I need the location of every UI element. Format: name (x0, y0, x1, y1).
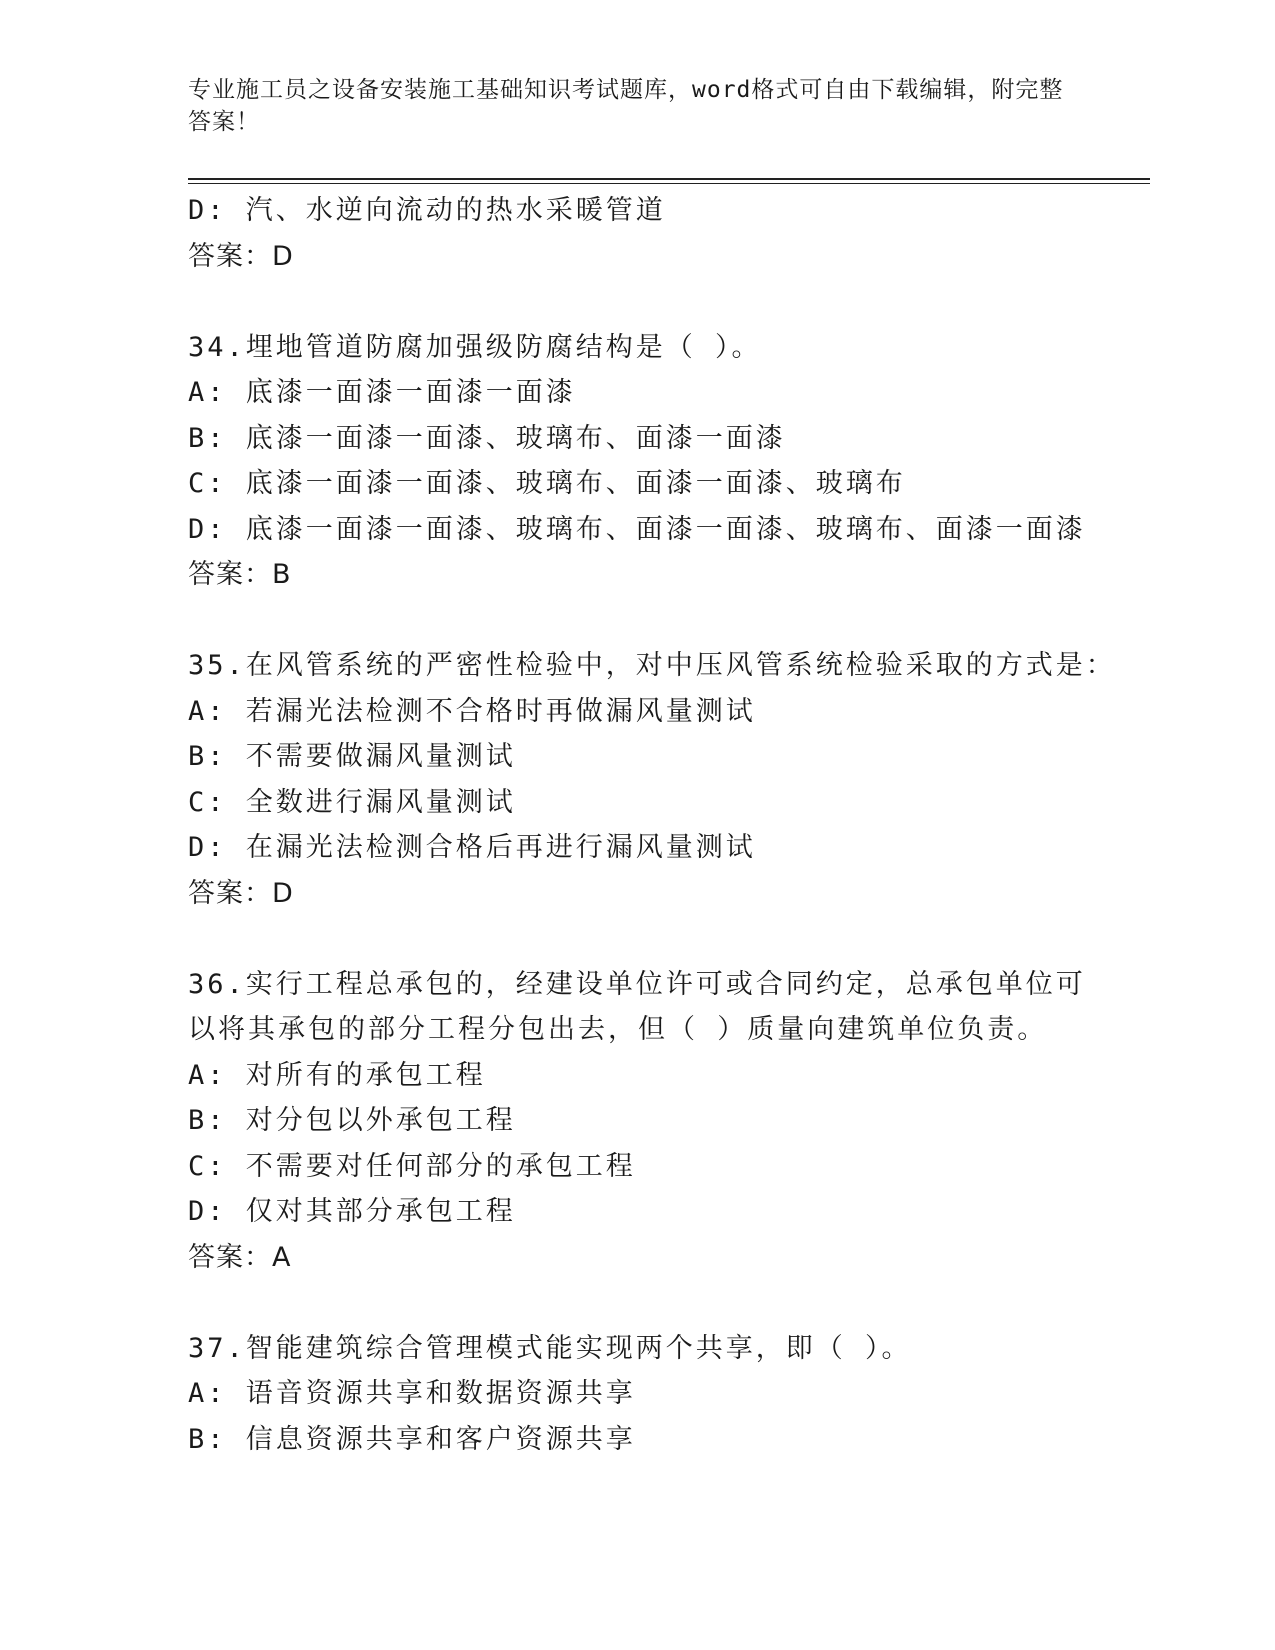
option-b: B: 信息资源共享和客户资源共享 (188, 1423, 636, 1455)
option-c: C: 全数进行漏风量测试 (188, 786, 516, 818)
option-d: D: 底漆一面漆一面漆、玻璃布、面漆一面漆、玻璃布、面漆一面漆 (188, 513, 1086, 545)
question-stem: 36.实行工程总承包的，经建设单位许可或合同约定，总承包单位可以将其承包的部分工程分包出去，但（ ）质量向建筑单位负责。 (188, 968, 1086, 1045)
option-d: D: 在漏光法检测合格后再进行漏风量测试 (188, 832, 756, 863)
option-d: D: 汽、水逆向流动的热水采暖管道 (188, 195, 666, 226)
option-b: B: 对分包以外承包工程 (188, 1105, 516, 1136)
option-d: D: 仅对其部分承包工程 (188, 1196, 516, 1227)
header-rule-thin (188, 183, 1150, 184)
option-c: C: 底漆一面漆一面漆、玻璃布、面漆一面漆、玻璃布 (188, 468, 906, 499)
question-stem: 34.埋地管道防腐加强级防腐结构是（ ）。 (188, 331, 762, 363)
question-34 (188, 325, 1088, 598)
option-c: C: 不需要对任何部分的承包工程 (188, 1150, 636, 1182)
answer-line: 答案：A (188, 1241, 292, 1273)
question-37 (188, 1326, 1088, 1463)
option-a: A: 底漆一面漆一面漆一面漆 (188, 377, 576, 408)
document-header: 专业施工员之设备安装施工基础知识考试题库，word格式可自由下载编辑，附完整答案！ (188, 77, 1064, 135)
option-a: A: 若漏光法检测不合格时再做漏风量测试 (188, 695, 756, 727)
header-rule-thick (188, 178, 1150, 180)
answer-line: 答案：D (188, 877, 294, 909)
option-a: A: 语音资源共享和数据资源共享 (188, 1378, 636, 1409)
option-b: B: 底漆一面漆一面漆、玻璃布、面漆一面漆 (188, 422, 786, 454)
question-35 (188, 643, 1116, 916)
question-stem: 35.在风管系统的严密性检验中，对中压风管系统检验采取的方式是： (188, 650, 1116, 681)
answer-line: 答案：B (188, 559, 292, 590)
option-a: A: 对所有的承包工程 (188, 1059, 486, 1091)
answer-line: 答案：D (188, 240, 294, 272)
option-b: B: 不需要做漏风量测试 (188, 741, 516, 772)
question-stem: 37.智能建筑综合管理模式能实现两个共享，即（ ）。 (188, 1332, 912, 1364)
question-36 (188, 962, 1088, 1281)
question-content (188, 188, 1116, 1462)
